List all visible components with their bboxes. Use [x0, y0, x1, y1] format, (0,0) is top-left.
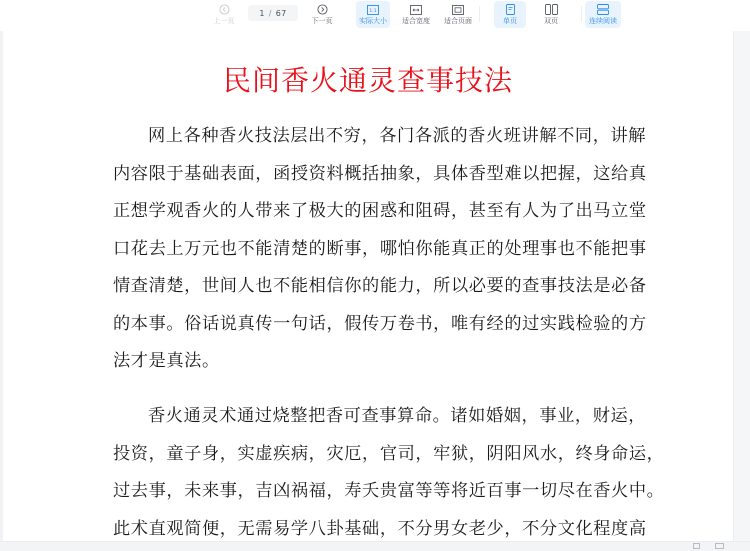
prev-page-label: 上一页	[213, 17, 235, 25]
text-line: 情查清楚，世间人也不能相信你的能力，所以必要的查事技法是必备	[113, 276, 647, 296]
next-page-button[interactable]	[307, 1, 337, 28]
fit-width-icon	[410, 3, 422, 16]
page-separator: /	[268, 8, 272, 18]
fit-width-label: 适合宽度	[402, 17, 430, 25]
chevron-right-circle-icon	[317, 3, 328, 16]
single-page-icon[interactable]	[693, 543, 700, 549]
page-number-input[interactable]	[248, 5, 298, 21]
viewer-toolbar	[0, 0, 750, 31]
text-line: 香火通灵术通过烧整把香可查事算命。诸如婚姻，事业，财运，	[148, 406, 647, 426]
double-page-button[interactable]	[535, 1, 567, 28]
double-page-label: 双页	[544, 17, 558, 25]
fit-width-button[interactable]	[399, 1, 433, 28]
text-line: 过去事，未来事，吉凶祸福，寿夭贵富等等将近百事一切尽在香火中。	[113, 481, 665, 501]
text-line: 正想学观香火的人带来了极大的困惑和阻碍，甚至有人为了出马立堂	[113, 201, 647, 221]
document-title: 民间香火通灵查事技法	[222, 64, 513, 97]
current-page: 1	[259, 8, 265, 18]
document-page	[3, 31, 733, 541]
paragraph-1	[113, 118, 647, 381]
chevron-left-circle-icon	[219, 3, 230, 16]
fit-page-button[interactable]	[441, 1, 475, 28]
single-page-button[interactable]	[494, 1, 526, 28]
continuous-scroll-icon	[597, 3, 609, 16]
svg-text:1:1: 1:1	[369, 8, 377, 14]
text-line: 内容限于基础表面，函授资料概括抽象，具体香型难以把握，这给真	[113, 163, 647, 184]
vertical-scrollbar[interactable]	[733, 31, 750, 541]
prev-page-button[interactable]	[209, 1, 239, 28]
continuous-reading-button[interactable]	[585, 1, 621, 28]
double-page-icon[interactable]	[715, 543, 724, 549]
actual-size-button[interactable]	[356, 1, 390, 28]
text-line: 投资，童子身，实虚疾病，灾厄，官司，牢狱，阴阳风水，终身命运，	[113, 443, 665, 464]
fit-page-label: 适合页面	[444, 17, 472, 25]
single-page-icon	[506, 3, 515, 16]
fit-page-icon	[452, 3, 464, 16]
double-page-icon	[545, 3, 558, 16]
toolbar-divider	[479, 6, 480, 22]
continuous-reading-label: 连续阅读	[589, 17, 617, 25]
text-line: 法才是真法。	[113, 351, 220, 371]
text-line: 的本事。俗话说真传一句话，假传万卷书，唯有经的过实践检验的方	[113, 313, 647, 334]
paragraph-2	[113, 398, 665, 541]
single-page-label: 单页	[503, 17, 517, 25]
toolbar-divider	[581, 6, 582, 22]
actual-size-label: 实际大小	[359, 17, 387, 25]
text-line: 口花去上万元也不能清楚的断事，哪怕你能真正的处理事也不能把事	[113, 238, 647, 259]
text-line: 网上各种香火技法层出不穷，各门各派的香火班讲解不同，讲解	[148, 126, 647, 146]
text-line: 此术直观简便，无需易学八卦基础，不分男女老少，不分文化程度高	[113, 518, 647, 539]
total-pages: 67	[275, 8, 287, 18]
next-page-label: 下一页	[311, 17, 333, 25]
actual-size-icon	[367, 3, 379, 16]
